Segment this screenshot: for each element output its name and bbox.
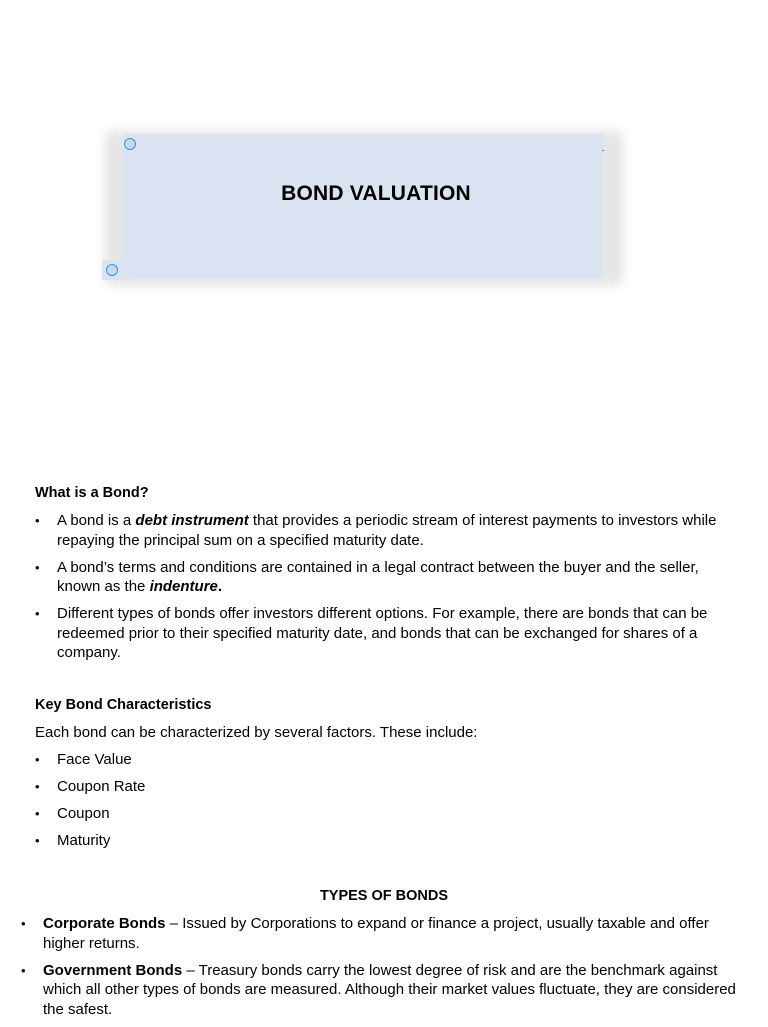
list-item: • Different types of bonds offer investors different options. For example, there are bonds that can be redeemed prior to their specified maturity date, and bonds that can be exchanged for shares of a company.	[35, 604, 745, 663]
list-item: • Maturity	[35, 831, 745, 851]
title-banner	[96, 124, 632, 292]
bond-type-name: Government Bonds	[43, 961, 183, 979]
section-heading-what-is: What is a Bond?	[35, 485, 149, 501]
emphasis-term: indenture	[149, 578, 218, 595]
list-item: • Corporate Bonds – Issued by Corporations to expand or finance a project, usually taxable and offer higher returns.	[21, 914, 741, 953]
banner-body	[122, 150, 602, 278]
banner-top-roll	[124, 134, 604, 151]
list-item: • A bond’s terms and conditions are contained in a legal contract between the buyer and the seller, known as the indenture.	[35, 558, 745, 597]
list-item: • Government Bonds – Treasury bonds carry the lowest degree of risk and are the benchmark against which all other types of bonds are measured. Although their market values fluctuate, they are considered the safest.	[21, 961, 741, 1020]
page-title: BOND VALUATION	[281, 182, 471, 205]
types-list	[21, 914, 741, 1027]
bond-type-name: Corporate Bonds	[43, 915, 166, 932]
characteristics-intro: Each bond can be characterized by several factors. These include:	[35, 724, 478, 741]
scroll-curl-icon	[106, 264, 118, 276]
list-item: • Coupon	[35, 804, 745, 824]
list-item: • Face Value	[35, 750, 745, 770]
what-is-list	[35, 511, 745, 670]
scroll-curl-icon	[124, 138, 136, 150]
list-item: • A bond is a debt instrument that provides a periodic stream of interest payments to investors while repaying the principal sum on a specified maturity date.	[35, 511, 745, 550]
emphasis-term: debt instrument	[135, 512, 249, 529]
list-item: • Coupon Rate	[35, 777, 745, 797]
section-heading-types: TYPES OF BONDS	[319, 888, 449, 904]
characteristics-list	[35, 750, 745, 858]
section-heading-characteristics: Key Bond Characteristics	[35, 697, 212, 713]
